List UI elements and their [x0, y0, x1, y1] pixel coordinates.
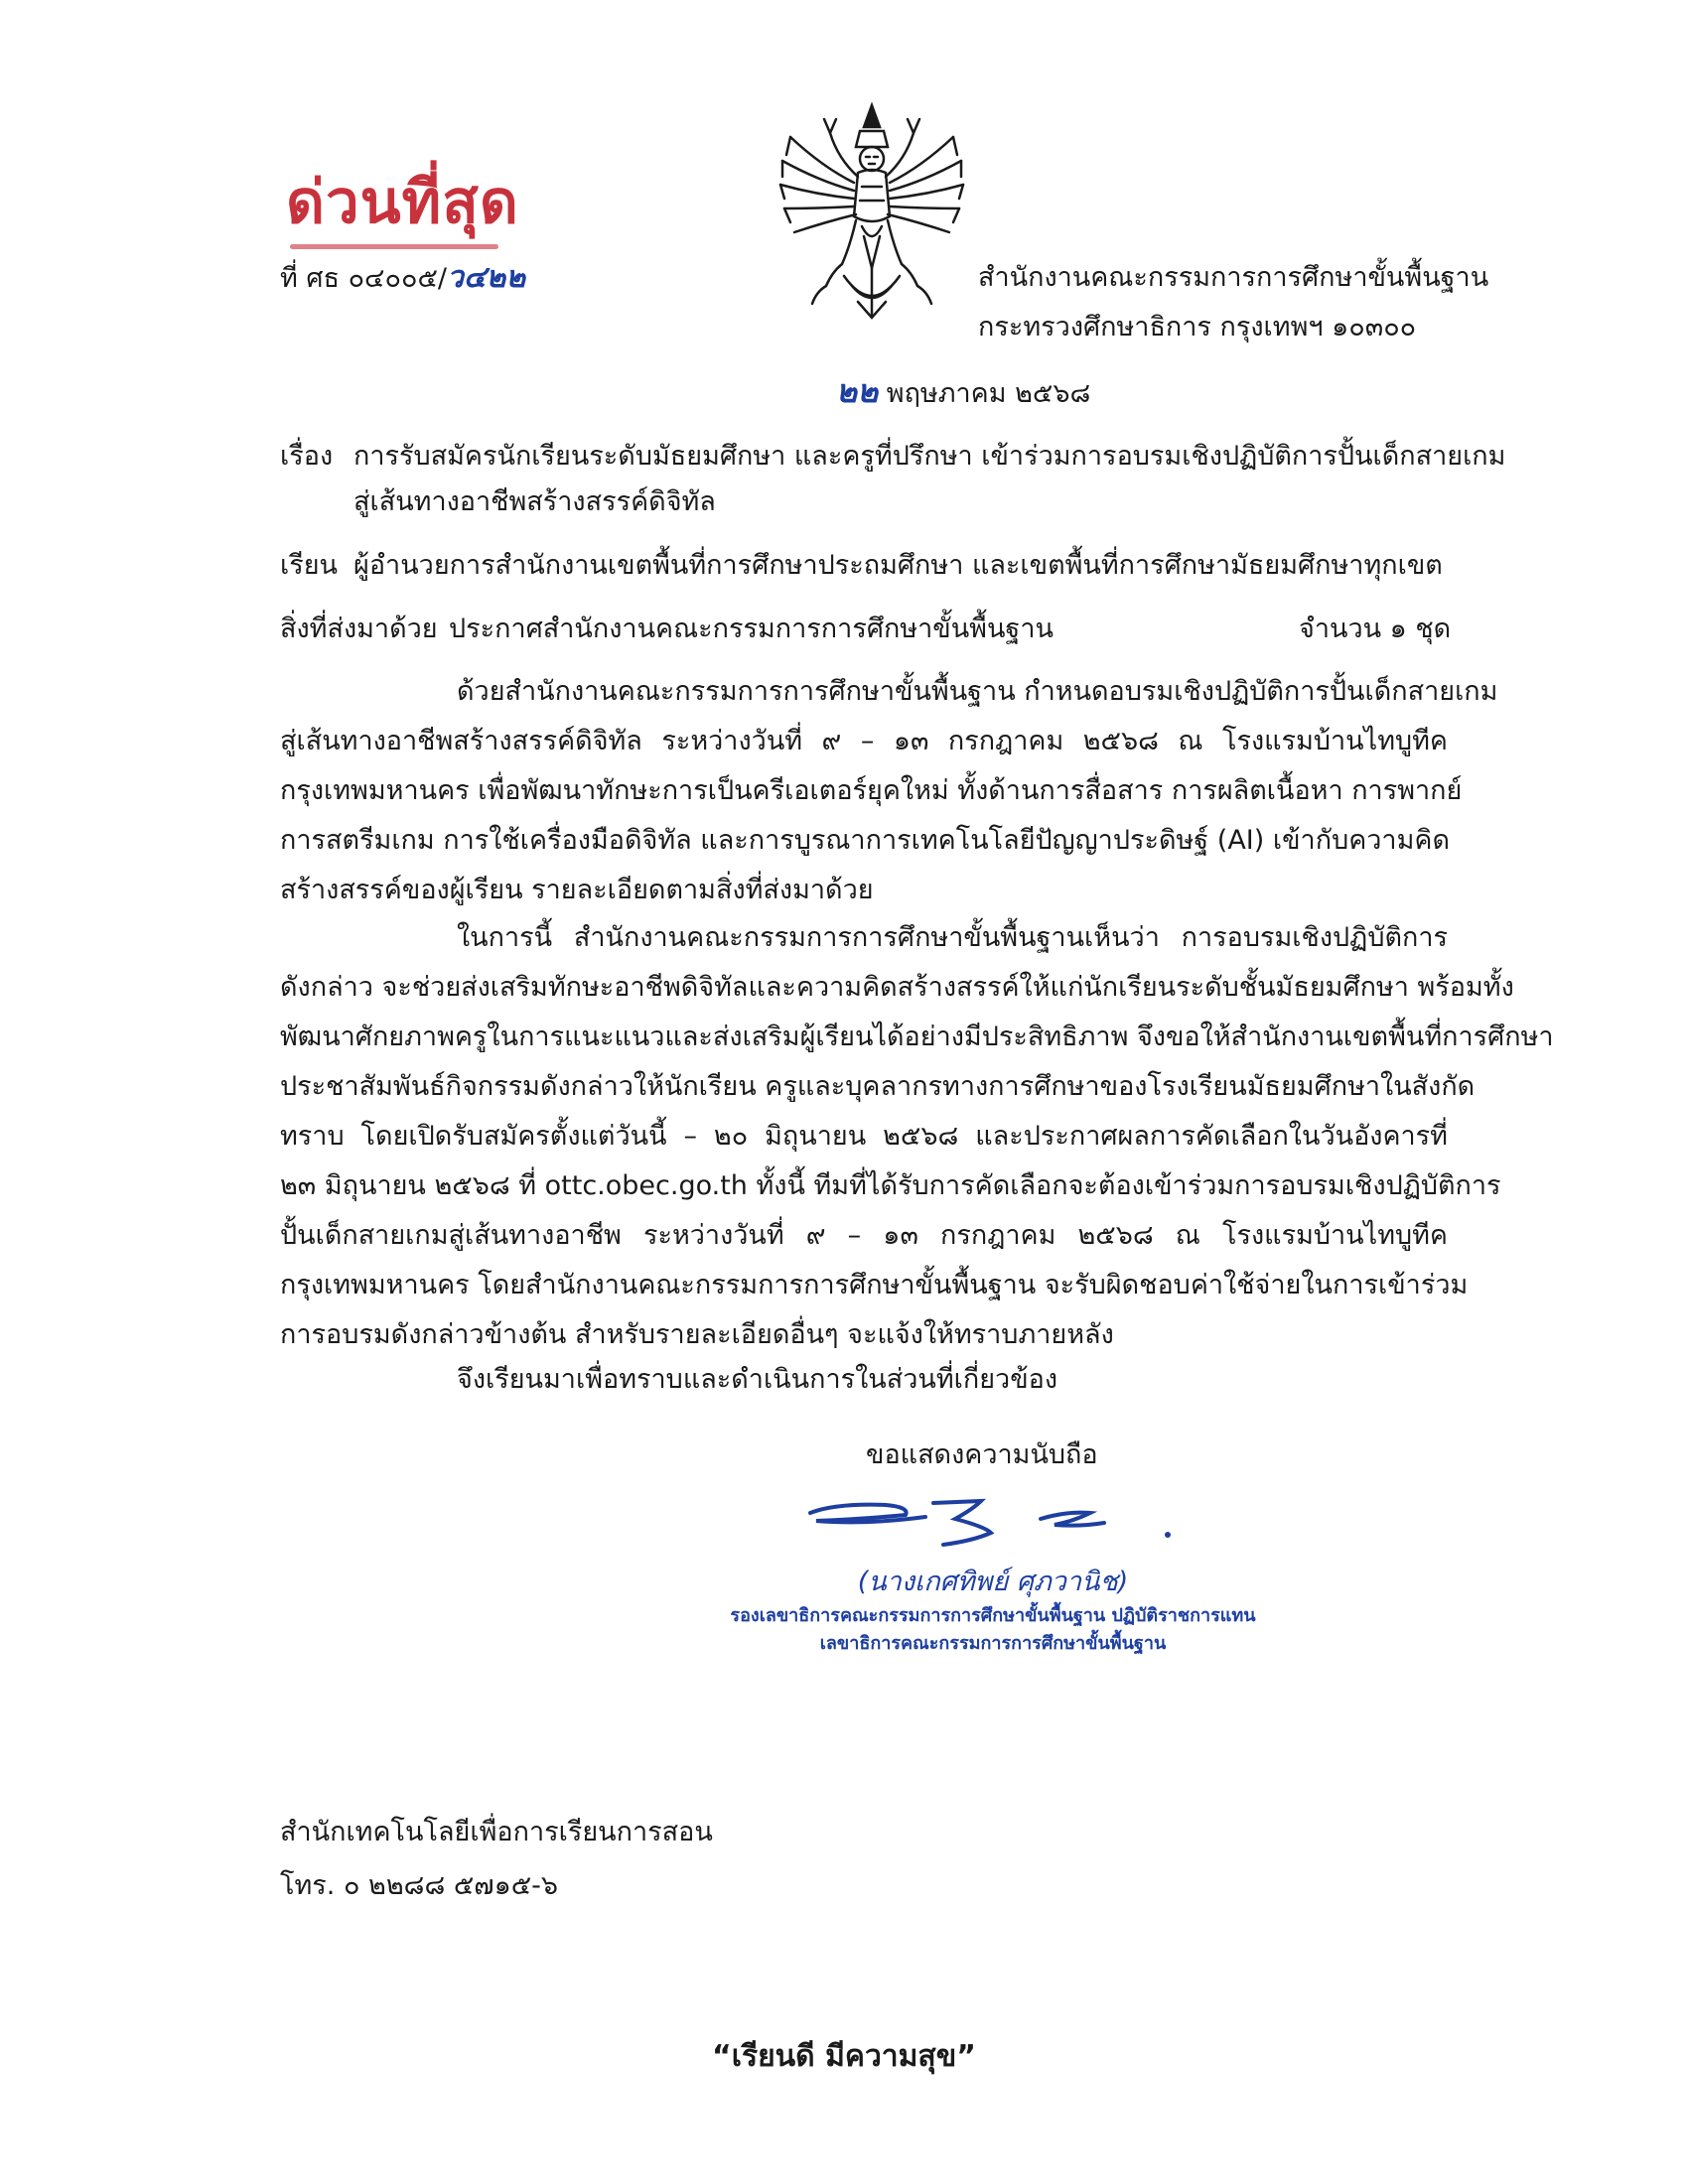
- body-line: ในการนี้ สำนักงานคณะกรรมการการศึกษาขั้นพื้นฐานเห็นว่า การอบรมเชิงปฏิบัติการ: [457, 922, 1448, 953]
- subject-line-1: การรับสมัครนักเรียนระดับมัธยมศึกษา และครูที่ปรึกษา เข้าร่วมการอบรมเชิงปฏิบัติการปั้นเด็กสายเกม: [353, 441, 1506, 472]
- office-address: กระทรวงศึกษาธิการ กรุงเทพฯ ๑๐๓๐๐: [978, 312, 1417, 342]
- reference-handwritten-number: ว๔๒๒: [447, 260, 526, 295]
- body-line: การสตรีมเกม การใช้เครื่องมือดิจิทัล และการบูรณาการเทคโนโลยีปัญญาประดิษฐ์ (AI) เข้ากับความคิด: [280, 825, 1450, 856]
- body-line: ด้วยสำนักงานคณะกรรมการการศึกษาขั้นพื้นฐาน กำหนดอบรมเชิงปฏิบัติการปั้นเด็กสายเกม: [457, 676, 1498, 707]
- garuda-emblem-icon: [773, 97, 971, 324]
- closing-request: จึงเรียนมาเพื่อทราบและดำเนินการในส่วนที่เกี่ยวข้อง: [457, 1364, 1058, 1395]
- body-line: กรุงเทพมหานคร โดยสำนักงานคณะกรรมการการศึกษาขั้นพื้นฐาน จะรับผิดชอบค่าใช้จ่ายในการเข้าร่วม: [280, 1270, 1469, 1300]
- body-line: กรุงเทพมหานคร เพื่อพัฒนาทักษะการเป็นครีเอเตอร์ยุคใหม่ ทั้งด้านการสื่อสาร การผลิตเนื้อหา การพากย์: [280, 775, 1463, 806]
- reference-number: [280, 254, 525, 303]
- recipient-label: เรียน: [280, 550, 339, 581]
- body-line: ทราบ โดยเปิดรับสมัครตั้งแต่วันนี้ – ๒๐ มิถุนายน ๒๕๖๘ และประกาศผลการคัดเลือกในวันอังคารที่: [280, 1121, 1448, 1152]
- body-line: ๒๓ มิถุนายน ๒๕๖๘ ที่ ottc.obec.go.th ทั้งนี้ ทีมที่ได้รับการคัดเลือกจะต้องเข้าร่วมการอบรมเชิงปฏิบัติการ: [280, 1170, 1501, 1201]
- subject-line-2: สู่เส้นทางอาชีพสร้างสรรค์ดิจิทัล: [353, 486, 716, 517]
- body-paragraph-2: [280, 913, 1554, 1360]
- body-line: สร้างสรรค์ของผู้เรียน รายละเอียดตามสิ่งที่ส่งมาด้วย: [280, 875, 874, 905]
- body-line: สู่เส้นทางอาชีพสร้างสรรค์ดิจิทัล ระหว่างวันที่ ๙ – ๑๓ กรกฎาคม ๒๕๖๘ ณ โรงแรมบ้านไทบูทีค: [280, 726, 1448, 756]
- signature-mark: [806, 1489, 1184, 1559]
- body-line: ประชาสัมพันธ์กิจกรรมดังกล่าวให้นักเรียน ครูและบุคลากรทางการศึกษาของโรงเรียนมัธยมศึกษาในสังกัด: [280, 1071, 1476, 1102]
- footer-department: สำนักเทคโนโลยีเพื่อการเรียนการสอน: [280, 1817, 713, 1847]
- document-date: [836, 367, 1090, 418]
- recipient-text: ผู้อำนวยการสำนักงานเขตพื้นที่การศึกษาประถมศึกษา และเขตพื้นที่การศึกษามัธยมศึกษาทุกเขต: [353, 550, 1443, 581]
- office-name: สำนักงานคณะกรรมการการศึกษาขั้นพื้นฐาน: [978, 262, 1489, 293]
- enclosure-count: จำนวน ๑ ชุด: [1299, 614, 1452, 644]
- reference-prefix: ที่ ศธ ๐๔๐๐๕/: [280, 263, 447, 294]
- signature-svg: [806, 1489, 1184, 1559]
- enclosure-label: สิ่งที่ส่งมาด้วย: [280, 614, 438, 644]
- complimentary-close: ขอแสดงความนับถือ: [866, 1439, 1098, 1470]
- footer-phone: โทร. ๐ ๒๒๘๘ ๕๗๑๕-๖: [280, 1870, 559, 1901]
- date-day-handwritten: ๒๒: [836, 372, 879, 410]
- signatory-title-line-1: รองเลขาธิการคณะกรรมการการศึกษาขั้นพื้นฐาน ปฏิบัติราชการแทน: [730, 1605, 1256, 1626]
- body-line: พัฒนาศักยภาพครูในการแนะแนวและส่งเสริมผู้เรียนได้อย่างมีประสิทธิภาพ จึงขอให้สำนักงานเขตพื้นที่การศึกษา: [280, 1022, 1554, 1052]
- footer-motto: “เรียนดี มีความสุข”: [712, 2039, 976, 2074]
- date-month-year: พฤษภาคม ๒๕๖๘: [886, 378, 1091, 409]
- urgency-stamp-underline: [290, 244, 498, 249]
- signatory-title-line-2: เลขาธิการคณะกรรมการการศึกษาขั้นพื้นฐาน: [819, 1633, 1167, 1654]
- subject-label: เรื่อง: [280, 441, 334, 472]
- garuda-emblem-svg: [773, 97, 971, 324]
- body-line: ดังกล่าว จะช่วยส่งเสริมทักษะอาชีพดิจิทัลและความคิดสร้างสรรค์ให้แก่นักเรียนระดับชั้นมัธยมศึกษา พร้อมทั้ง: [280, 972, 1514, 1003]
- enclosure-text: ประกาศสำนักงานคณะกรรมการการศึกษาขั้นพื้นฐาน: [449, 614, 1054, 644]
- body-paragraph-1: [280, 667, 1498, 915]
- body-line: การอบรมดังกล่าวข้างต้น สำหรับรายละเอียดอื่นๆ จะแจ้งให้ทราบภายหลัง: [280, 1319, 1114, 1350]
- signatory-block: [695, 1563, 1291, 1658]
- urgency-stamp: ด่วนที่สุด: [286, 168, 519, 237]
- signatory-name: (นางเกศทิพย์ ศุภวานิช): [857, 1567, 1129, 1597]
- body-line: ปั้นเด็กสายเกมสู่เส้นทางอาชีพ ระหว่างวันที่ ๙ – ๑๓ กรกฎาคม ๒๕๖๘ ณ โรงแรมบ้านไทบูทีค: [280, 1220, 1448, 1251]
